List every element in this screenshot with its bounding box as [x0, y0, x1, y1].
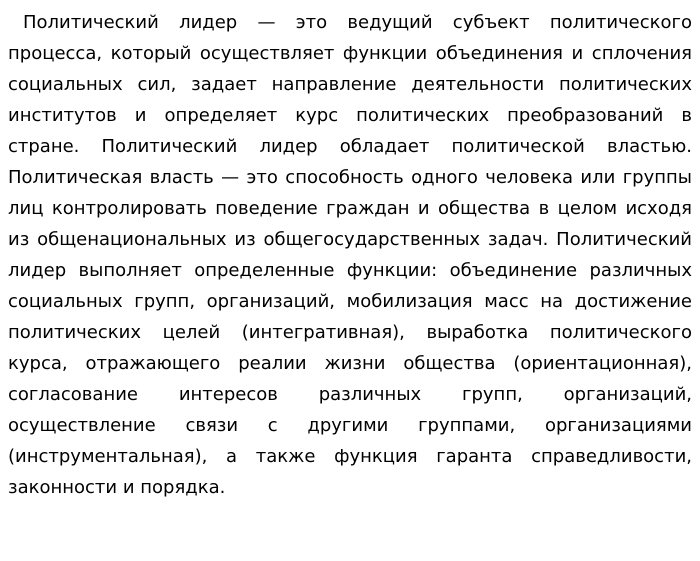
text-paragraph: Политический лидер — это ведущий субъект политического процесса, который осуществляет функции объединения и сплочения социальных сил, задает направление деятельности политических институтов и определяет курс политических преобразований в стране. Политический лидер обладает политической властью. Политическая власть — это способность одного человека или группы лиц контролировать поведение граждан и общества в целом исходя из общенациональных из общегосударственных задач. Политический лидер выполняет определенные функции: объединение различных социальных групп, организаций, мобилизация масс на достижение политических целей (интегративная), выработка политического курса, отражающего реалии жизни общества (ориентационная), согласование интересов различных групп, организаций, осуществление связи с другими группами, организациями (инструментальная), а также функция гаранта справедливости, законности и порядка. [8, 12, 692, 498]
document-body [8, 7, 692, 503]
